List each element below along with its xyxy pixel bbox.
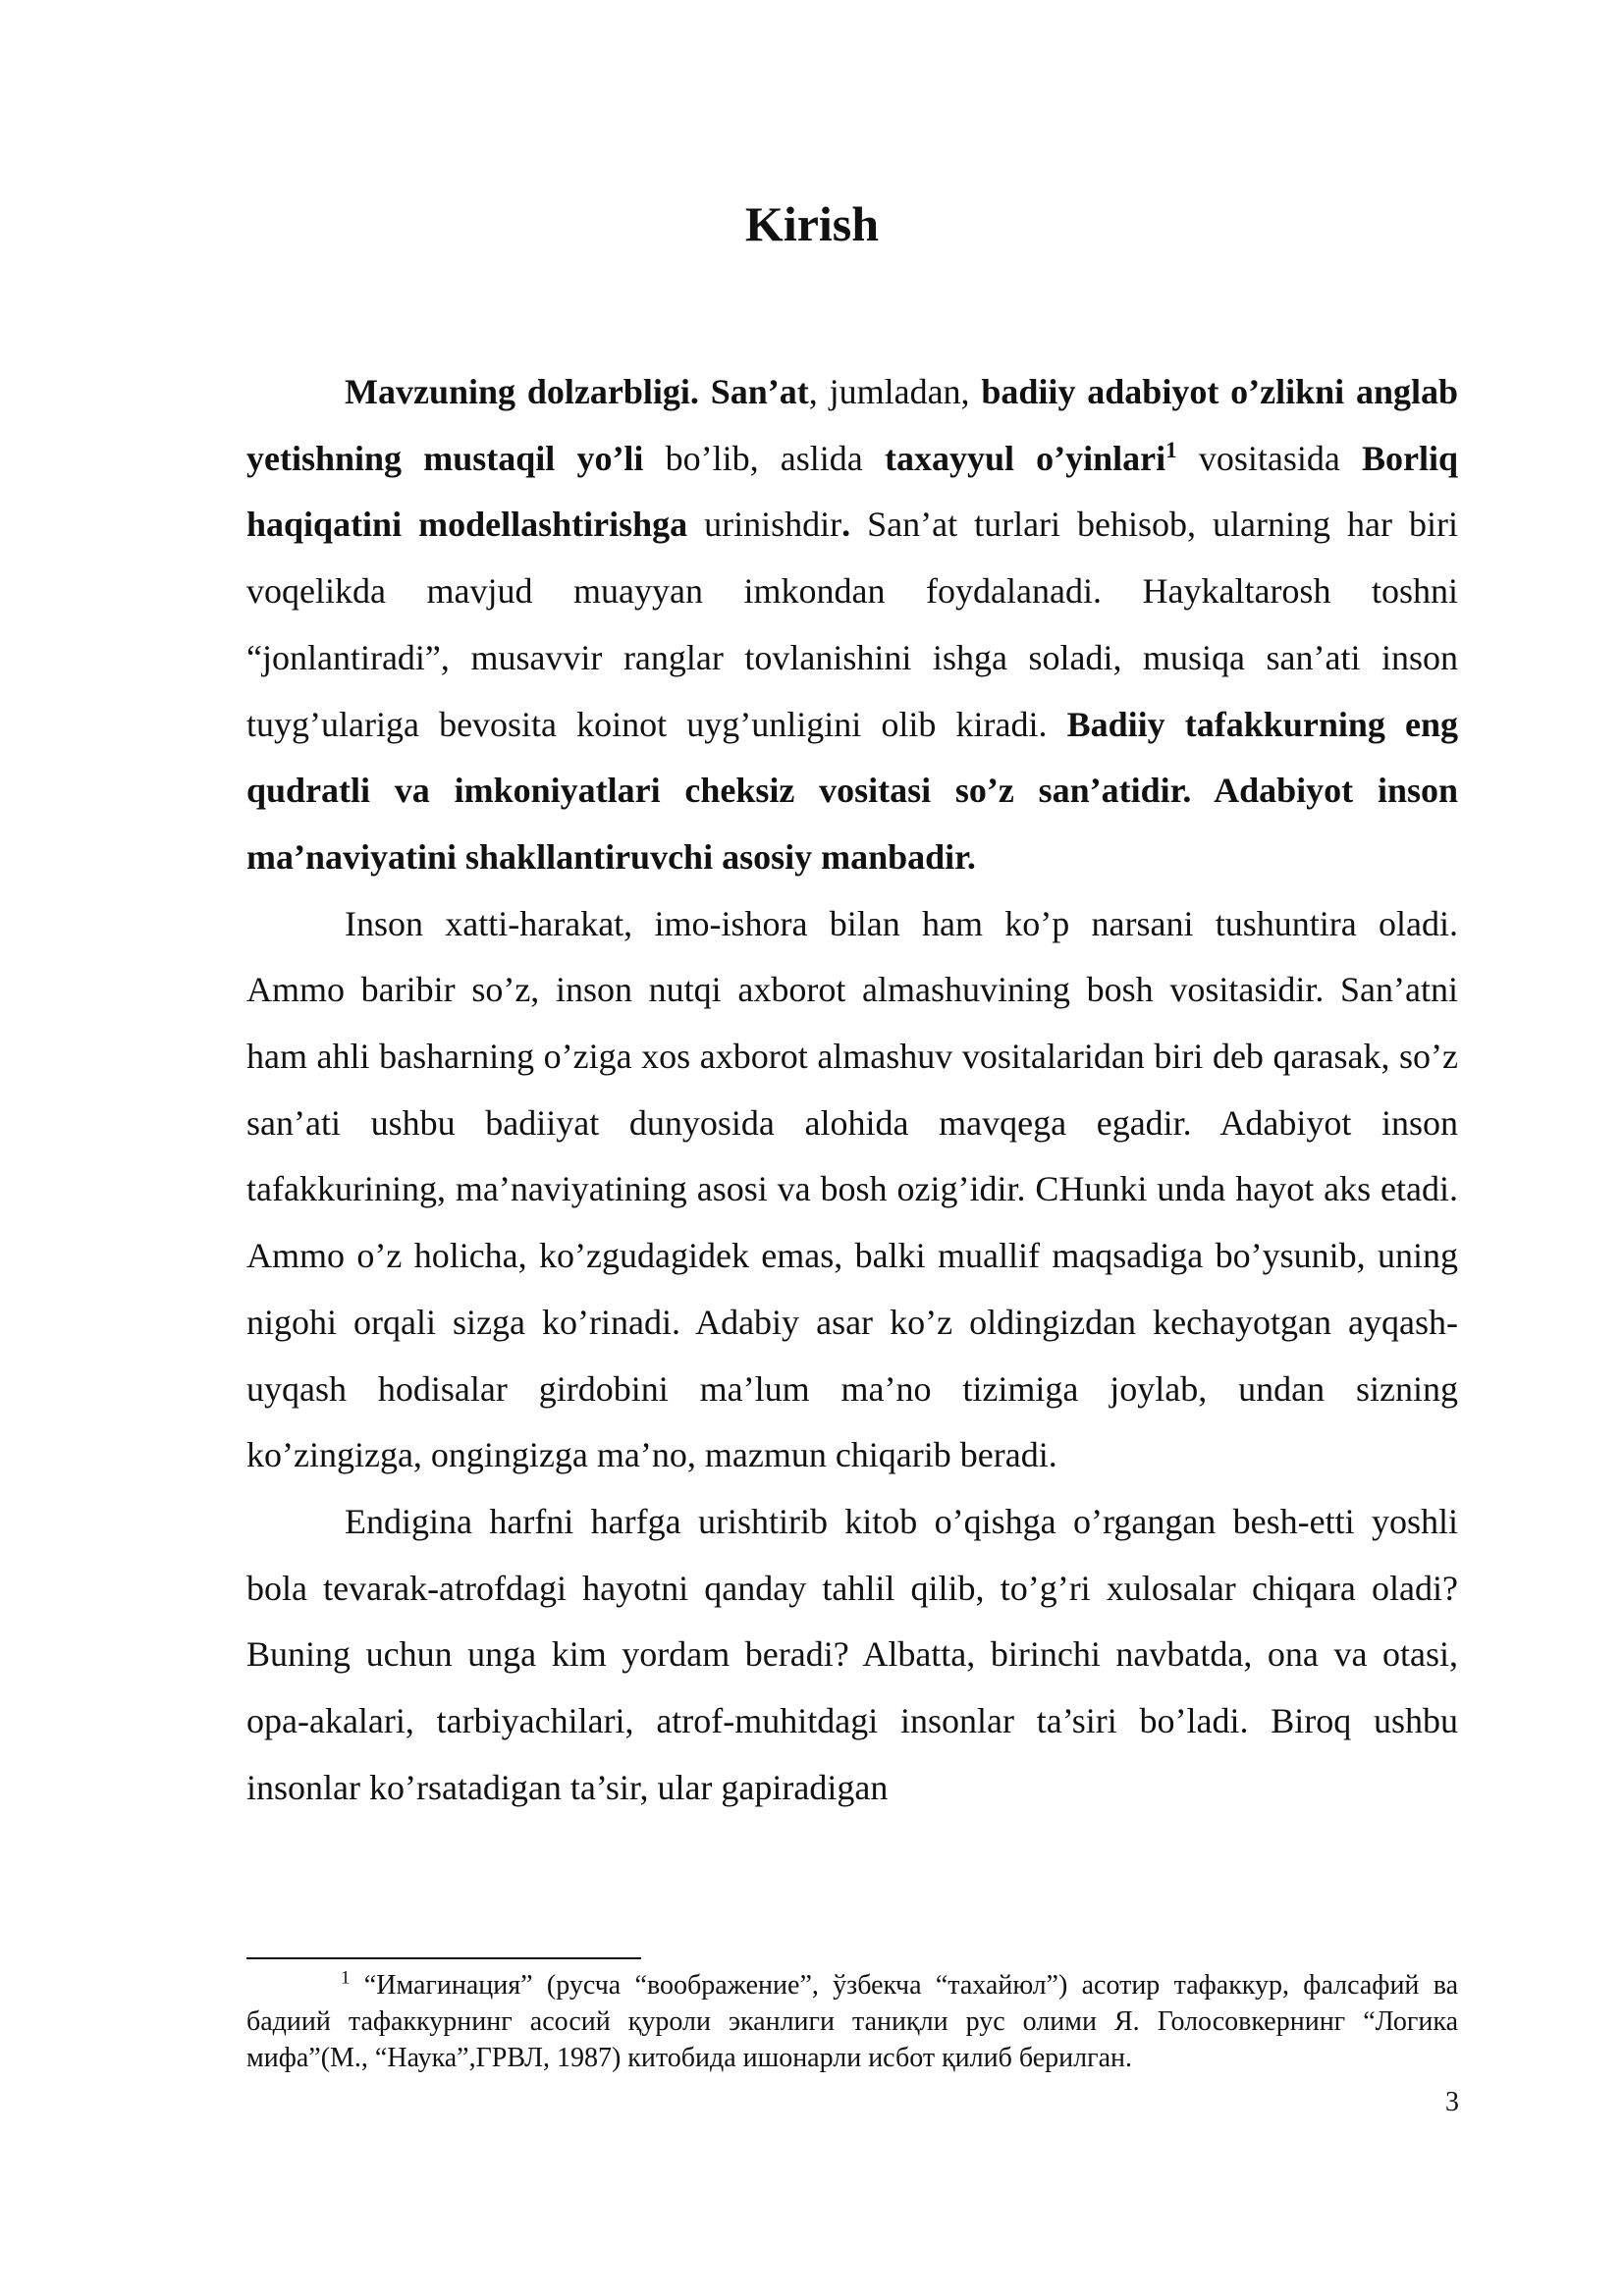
footnote-number: 1	[341, 1967, 351, 1989]
paragraph-1	[246, 359, 1458, 891]
footnote	[246, 1967, 1458, 2076]
topic-relevance-heading: Mavzuning dolzarbligi.	[345, 372, 699, 411]
paragraph-2: Inson xatti-harakat, imo-ishora bilan ham ko’p narsani tushuntira oladi. Ammo baribir so’z, inson nutqi axborot almashuvining bosh vositasidir. San’atni ham ahli basharning o’ziga xos axborot almashuv vositalaridan biri deb qarasak, so’z san’ati ushbu badiiyat dunyosida alohida mavqega egadir. Adabiyot inson tafakkurining, ma’naviyatining asosi va bosh ozig’idir. CHunki unda hayot aks etadi. Ammo o’z holicha, ko’zgudagidek emas, balki muallif maqsadiga bo’ysunib, uning nigohi orqali sizga ko’rinadi. Adabiy asar ko’z oldingizdan kechayotgan ayqash-uyqash hodisalar girdobini ma’lum ma’no tizimiga joylab, undan sizning ko’zingizga, ongingizga ma’no, mazmun chiqarib beradi.	[246, 903, 1458, 1475]
text-run-bold: Borliq haqiqatini modellashtirishga	[246, 438, 1458, 545]
text-run: vositasida	[1176, 438, 1362, 478]
page-title: Kirish	[744, 196, 880, 251]
text-run-bold: .	[841, 505, 851, 545]
paragraph-3: Endigina harfni harfga urishtirib kitob o’qishga o’rgangan besh-etti yoshli bola tevarak-atrofdagi hayotni qanday tahlil qilib, to’g’ri xulosalar chiqara oladi? Buning uchun unga kim yordam beradi? Albatta, birinchi navbatda, ona va otasi, opa-akalari, tarbiyachilari, atrof-muhitdagi insonlar ta’siri bo’ladi. Biroq ushbu insonlar ko’rsatadigan ta’sir, ular gapiradigan	[246, 1501, 1458, 1807]
text-run: urinishdir	[687, 505, 842, 545]
text-run: , jumladan,	[808, 372, 982, 411]
text-run-bold: taxayyul o’yinlari	[884, 438, 1166, 478]
text-run: bo’lib, aslida	[643, 438, 885, 478]
footnote-text: “Имагинация” (русча “воображение”, ўзбекча “тахайюл”) асотир тафаккур, фалсафий ва бадиий тафаккурнинг асосий қуроли эканлиги таниқли рус олими Я. Голосовкернинг “Логика мифа”(М., “Наука”,ГРВЛ, 1987) китобида ишонарли исбот қилиб берилган.	[246, 1970, 1458, 2073]
text-run: San’at turlari behisob, ularning har biri voqelikda mavjud muayyan imkondan foydalanadi. Haykaltarosh toshni “jonlantiradi”, musavvir ranglar tovlanishini ishga soladi, musiqa san’ati inson tuyg’ulariga bevosita koinot uyg’unligini olib kiradi.	[246, 505, 1458, 744]
footnote-separator	[246, 1957, 641, 1959]
page-number: 3	[1445, 2087, 1459, 2117]
text-run-bold: San’at	[710, 372, 809, 411]
text-run	[699, 372, 711, 411]
text-run-bold: Badiiy tafakkurning eng qudratli va imkoniyatlari cheksiz vositasi so’z san’atidir. Adabiyot inson ma’naviyatini shakllantiruvchi asosiy manbadir.	[246, 704, 1458, 877]
main-text	[246, 359, 1458, 1821]
footnote-reference: 1	[1165, 437, 1177, 462]
text-run-bold: badiiy adabiyot o’zlikni anglab yetishning mustaqil yo’li	[246, 372, 1459, 478]
footnote-indent	[246, 1970, 341, 2001]
